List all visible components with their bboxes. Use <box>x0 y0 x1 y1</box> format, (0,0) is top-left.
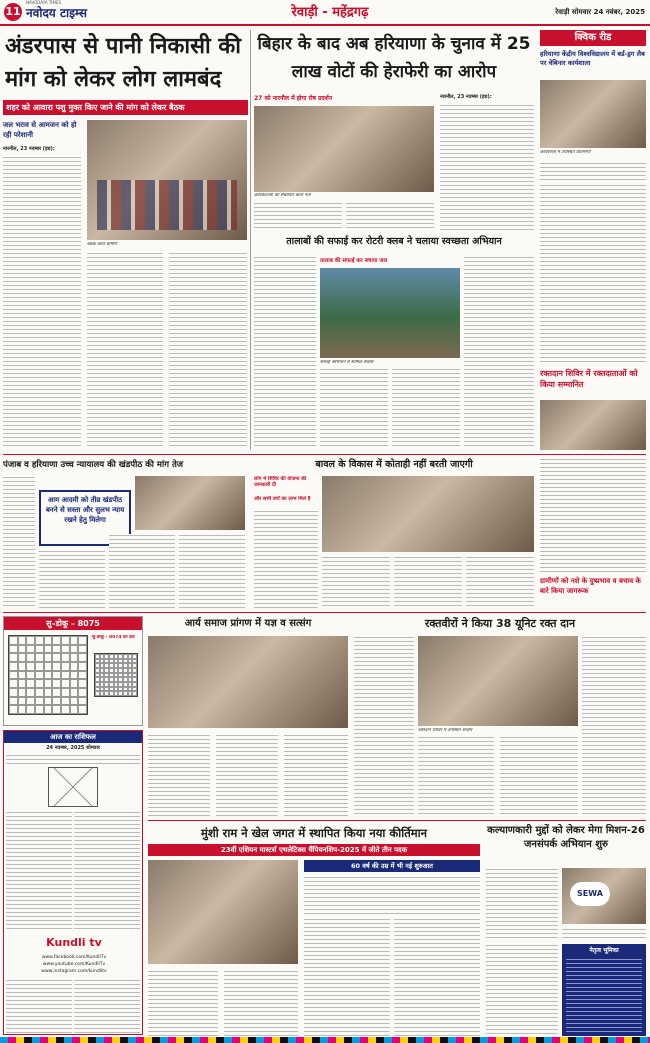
sudoku-box <box>3 616 143 726</box>
highcourt-story <box>3 458 248 608</box>
aryasamaj-col1 <box>148 734 210 816</box>
sudoku-cell <box>61 653 70 662</box>
sudoku-cell <box>35 705 44 714</box>
underpass-col2 <box>87 252 163 448</box>
underpass-deck: शहर को आवारा पशु मुक्त किए जाने की मांग को लेकर बैठक <box>3 100 248 115</box>
kundli-facebook: www.facebook.com/KundliTv <box>41 955 107 960</box>
aryasamaj-col2 <box>216 734 278 816</box>
blooddonation-col2 <box>418 736 494 816</box>
bawal-col1 <box>254 510 318 608</box>
blood-right-story <box>540 368 646 450</box>
mission-box <box>562 944 646 1036</box>
sudoku-cell <box>78 653 87 662</box>
sudoku-cell <box>26 688 35 697</box>
sudoku-cell <box>18 636 27 645</box>
sudoku-cell <box>52 645 61 654</box>
sudoku-cell <box>44 697 53 706</box>
sudoku-cell <box>70 679 79 688</box>
section-rule-2 <box>3 612 646 613</box>
highcourt-photo <box>135 476 245 530</box>
bihar-story <box>254 30 534 230</box>
underpass-headline: अंडरपास से पानी निकासी की मांग को लेकर लोग लामबंद <box>5 34 241 92</box>
sudoku-cell <box>61 662 70 671</box>
sudoku-cell <box>35 653 44 662</box>
sudoku-cell <box>18 653 27 662</box>
sudoku-cell <box>61 645 70 654</box>
kundli-instagram: www.instagram.com/kundlitv <box>41 969 107 974</box>
sudoku-cell <box>52 688 61 697</box>
page-number: 11 <box>4 3 22 21</box>
blooddonation-col1 <box>354 636 414 816</box>
sudoku-answer-grid <box>94 653 138 697</box>
bawal-col3 <box>394 556 462 608</box>
quickread-photo <box>540 80 646 148</box>
sudoku-cell <box>9 705 18 714</box>
section-rule-1 <box>3 454 646 455</box>
sudoku-cell <box>26 705 35 714</box>
mission-photo <box>562 868 646 924</box>
underpass-dateline: नारनौल, 23 नवम्बर (हप्र): <box>3 146 55 152</box>
underpass-caption: बैठक करते ग्रामीण <box>87 242 118 247</box>
page-header <box>0 0 650 26</box>
underpass-col3 <box>169 252 247 448</box>
kundli-youtube: www.youtube.com/KundliTv <box>42 962 106 967</box>
horoscope-signs-b <box>74 811 140 931</box>
sudoku-cell <box>78 645 87 654</box>
date-line: रेवाड़ी सोमवार 24 नवंबर, 2025 <box>555 8 645 16</box>
blood-right-photo <box>540 400 646 450</box>
sudoku-cell <box>9 671 18 680</box>
sudoku-cell <box>35 688 44 697</box>
sudoku-grid <box>8 635 88 715</box>
sudoku-cell <box>35 645 44 654</box>
sudoku-cell <box>9 645 18 654</box>
quickread-label: क्विक रीड <box>540 30 646 46</box>
underpass-story <box>3 30 248 450</box>
bawal-bullet-1: लोग में शिविर की योजना की जानकारी दी <box>254 476 307 488</box>
mission-col2 <box>562 928 646 940</box>
underpass-col1 <box>3 156 81 448</box>
mission-logo: SEWA <box>570 882 610 906</box>
sudoku-cell <box>52 653 61 662</box>
mission-col3 <box>486 944 558 1036</box>
sudoku-cell <box>35 671 44 680</box>
munshiram-headline: मुंशी राम ने खेल जगत में स्थापित किया नया कीर्तिमान <box>201 826 427 840</box>
sudoku-cell <box>44 671 53 680</box>
sudoku-cell <box>44 645 53 654</box>
horoscope-date: 24 नवम्बर, 2025 सोमवार <box>46 745 100 751</box>
munshiram-photo <box>148 860 298 964</box>
sudoku-cell <box>52 636 61 645</box>
sudoku-cell <box>78 671 87 680</box>
quickread-headline: हरियाणा केंद्रीय विश्वविद्यालय में बर्ड-ड्रग लैब पर वेबिनार कार्यशाला <box>540 50 645 67</box>
munshiram-col4 <box>394 918 480 1036</box>
ponds-col1 <box>254 256 316 449</box>
sudoku-title: सु–डोकू – 8075 <box>4 617 142 630</box>
bihar-text-b <box>346 202 434 230</box>
underpass-photo-crowd <box>97 180 237 230</box>
sudoku-cell <box>61 705 70 714</box>
kundli-brand: Kundli tv <box>46 936 102 949</box>
munshiram-col2 <box>224 970 298 1036</box>
sudoku-cell <box>26 645 35 654</box>
blood-right-headline: रक्तदान शिविर में रक्तदाताओं को किया सम्मानित <box>540 369 638 389</box>
highcourt-col4 <box>179 534 245 608</box>
sudoku-cell <box>78 688 87 697</box>
underpass-photo <box>87 120 247 240</box>
ponds-col4 <box>464 256 534 449</box>
sudoku-cell <box>9 653 18 662</box>
color-registration-bar <box>0 1037 650 1043</box>
quickread-box <box>540 30 646 180</box>
sudoku-cell <box>52 705 61 714</box>
sudoku-cell <box>78 636 87 645</box>
mission-box-text <box>566 958 642 1032</box>
blooddonation-photo <box>418 636 578 726</box>
sudoku-cell <box>70 662 79 671</box>
mission-story <box>486 824 646 1036</box>
drugs-story <box>540 458 646 608</box>
sudoku-cell <box>35 697 44 706</box>
sudoku-cell <box>52 671 61 680</box>
sudoku-cell <box>44 653 53 662</box>
quickread-text-cont <box>540 184 646 364</box>
sudoku-cell <box>78 705 87 714</box>
masthead-small: NAVODAYA TIMES <box>26 0 62 5</box>
blooddonation-col4 <box>582 636 646 816</box>
edition-name: रेवाड़ी - महेंद्रगढ़ <box>291 5 369 20</box>
sudoku-cell <box>44 688 53 697</box>
sudoku-cell <box>44 705 53 714</box>
aryasamaj-col3 <box>284 734 348 816</box>
aryasamaj-headline: आर्य समाज प्रांगण में यज्ञ व सत्संग <box>184 618 312 629</box>
sudoku-cell <box>61 688 70 697</box>
sudoku-cell <box>78 679 87 688</box>
bihar-text-a <box>254 202 342 230</box>
mission-headline: कल्याणकारी मुद्दों को लेकर मेगा मिशन-26 जनसंपर्क अभियान शुरु <box>487 825 645 850</box>
sudoku-cell <box>18 697 27 706</box>
sudoku-cell <box>26 671 35 680</box>
drugs-lead <box>540 458 646 574</box>
quickread-text <box>540 162 646 180</box>
sudoku-cell <box>52 662 61 671</box>
highcourt-col1 <box>3 476 35 608</box>
kundli-chart <box>48 767 98 807</box>
horoscope-intro <box>6 754 140 764</box>
highcourt-headline: पंजाब व हरियाणा उच्च न्यायालय की खंडपीठ की मांग तेज <box>3 460 184 470</box>
blooddonation-col3 <box>500 736 578 816</box>
munshiram-lead <box>304 876 480 914</box>
sudoku-cell <box>44 679 53 688</box>
sudoku-cell <box>9 688 18 697</box>
ponds-sub: तालाब की सफाई कर बचाया जल <box>320 258 388 264</box>
munshiram-sub: 60 वर्ष की उम्र में भी नई शुरुआत <box>304 860 480 872</box>
sudoku-cell <box>26 662 35 671</box>
sudoku-cell <box>26 636 35 645</box>
sudoku-cell <box>132 691 137 696</box>
ponds-headline: तालाबों की सफाई कर रोटरी क्लब ने चलाया स्वच्छता अभियान <box>286 236 502 247</box>
sudoku-cell <box>78 662 87 671</box>
underpass-kicker: जल भराव से आमजन को हो रही परेशानी <box>3 121 77 139</box>
bihar-dateline: नारनौल, 23 नवम्बर (हप्र): <box>440 94 492 100</box>
sudoku-cell <box>18 662 27 671</box>
bihar-text-c <box>440 104 534 230</box>
bihar-sub: 27 को नारनौल में होगा रोष प्रदर्शन <box>254 95 333 102</box>
sudoku-cell <box>61 671 70 680</box>
bawal-headline: बावल के विकास में कोताही नहीं बरती जाएगी <box>315 459 473 470</box>
bawal-col2 <box>322 556 390 608</box>
blooddonation-headline: रक्तवीरों ने किया 38 यूनिट रक्त दान <box>424 617 576 630</box>
sudoku-cell <box>52 697 61 706</box>
sudoku-cell <box>61 679 70 688</box>
sudoku-cell <box>18 645 27 654</box>
col-divider-1 <box>250 30 251 450</box>
sudoku-cell <box>26 653 35 662</box>
highcourt-pullquote: आम आदमी को तीव्र खंडपीठ बनने से सस्ता और सुलभ न्याय रखने हेतु मिलेगा <box>39 490 131 546</box>
blooddonation-caption: रक्तदान शिविर में उपस्थित सदस्य <box>418 728 473 733</box>
section-rule-3 <box>148 820 646 821</box>
munshiram-banner: 23वीं एशियन मास्टर्स एथलेटिक्स चैंपियनशिप-2025 में जीते तीन पदक <box>148 844 480 856</box>
ponds-photo <box>320 268 460 358</box>
horoscope-signs-d <box>74 979 140 1033</box>
horoscope-signs-c <box>6 979 72 1033</box>
sudoku-cell <box>44 636 53 645</box>
sudoku-cell <box>35 662 44 671</box>
sudoku-cell <box>70 671 79 680</box>
bawal-bullet-2: और सभी वर्गों का लाभ मिले है <box>254 496 311 502</box>
quickread-caption: कार्यशाला में उपस्थित प्रतिभागी <box>540 150 591 155</box>
ponds-col3 <box>392 368 460 449</box>
mission-box-title: नेतृत्व भूमिका <box>589 947 619 954</box>
highcourt-col2 <box>39 550 105 608</box>
sudoku-answer-label: सु-डोकू - 8074 का हल <box>92 635 135 640</box>
sudoku-cell <box>26 697 35 706</box>
munshiram-col1 <box>148 970 218 1036</box>
bihar-caption: कार्यकर्ताओं को संबोधित करते नेता <box>254 193 311 198</box>
sudoku-cell <box>18 679 27 688</box>
aryasamaj-story <box>148 616 348 816</box>
ponds-caption: सफाई अभियान में शामिल सदस्य <box>320 360 374 365</box>
sudoku-cell <box>18 688 27 697</box>
sudoku-cell <box>70 636 79 645</box>
horoscope-box <box>3 730 143 1035</box>
sudoku-cell <box>18 671 27 680</box>
paper-name: नवोदय टाइम्स <box>26 6 88 20</box>
sudoku-cell <box>70 688 79 697</box>
bihar-headline: बिहार के बाद अब हरियाणा के चुनाव में 25 लाख वोटों की हेराफेरी का आरोप <box>257 34 531 82</box>
bawal-col4 <box>466 556 534 608</box>
ponds-story <box>254 234 534 449</box>
sudoku-cell <box>44 662 53 671</box>
sudoku-cell <box>26 679 35 688</box>
munshiram-col3 <box>304 918 390 1036</box>
sudoku-cell <box>61 697 70 706</box>
sudoku-cell <box>70 653 79 662</box>
sudoku-cell <box>70 705 79 714</box>
sudoku-cell <box>18 705 27 714</box>
bihar-photo <box>254 106 434 192</box>
highcourt-col3 <box>109 534 175 608</box>
sudoku-cell <box>9 679 18 688</box>
aryasamaj-photo <box>148 636 348 728</box>
horoscope-title: आज का राशिफल <box>4 731 142 743</box>
mission-col1 <box>486 868 558 940</box>
sudoku-cell <box>35 679 44 688</box>
munshiram-story <box>148 824 480 1036</box>
blooddonation-story <box>354 616 646 816</box>
sudoku-cell <box>52 679 61 688</box>
bawal-photo <box>322 476 534 552</box>
sudoku-cell <box>9 636 18 645</box>
ponds-col2 <box>320 368 388 449</box>
sudoku-cell <box>9 697 18 706</box>
sudoku-cell <box>70 645 79 654</box>
sudoku-cell <box>35 636 44 645</box>
horoscope-signs-a <box>6 811 72 931</box>
sudoku-cell <box>70 697 79 706</box>
sudoku-cell <box>78 697 87 706</box>
sudoku-cell <box>9 662 18 671</box>
drugs-headline: ग्रामीणों को नशे के दुष्प्रभाव व बचाव के बारे किया जागरूक <box>540 577 641 595</box>
sudoku-cell <box>61 636 70 645</box>
